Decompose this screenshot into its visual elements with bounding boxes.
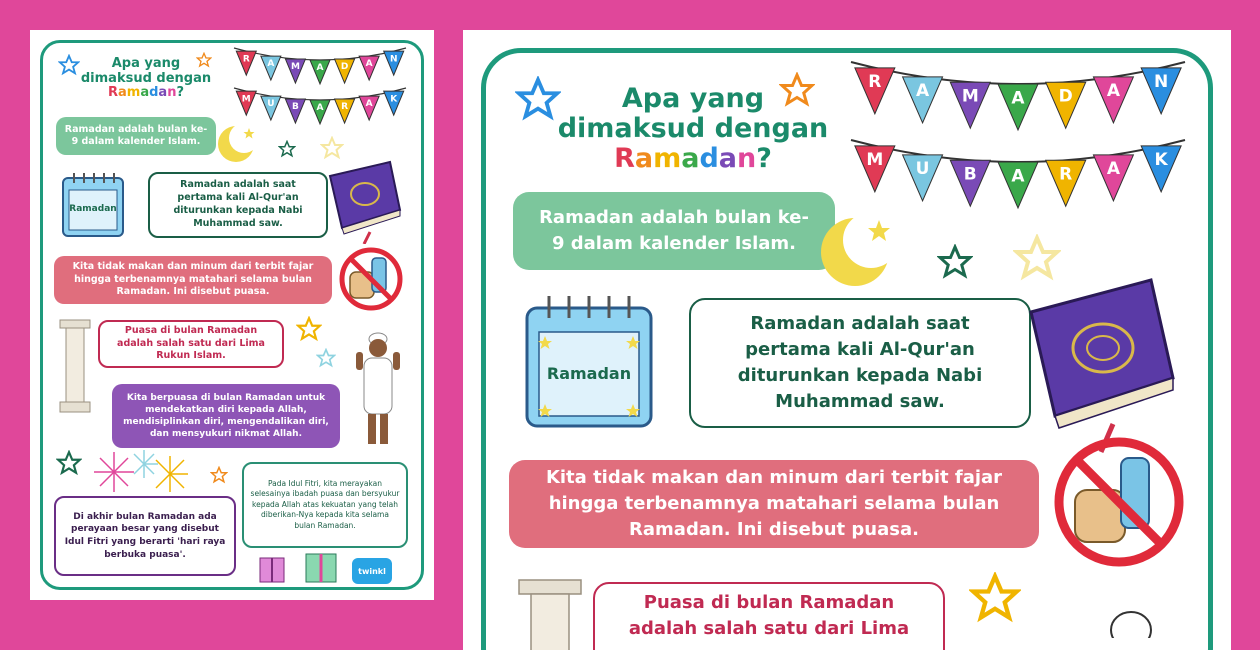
- bunting-letter: A: [915, 81, 930, 102]
- pillar-icon: [517, 578, 583, 650]
- title-word-ramadan: [76, 86, 216, 101]
- no-food-icon: [336, 244, 406, 314]
- fact-pillar-line: Puasa di bulan Ramadan: [643, 592, 895, 613]
- no-food-icon: [1049, 432, 1189, 572]
- fact-fasting-line: hingga terbenamnya matahari selama bulan: [548, 492, 1000, 514]
- twinkl-logo: twinkl: [352, 558, 392, 584]
- fact-idul-fitri: Pada Idul Fitri, kita merayakan selesainya ibadah puasa dan bersyukur kepada Allah atas kekuatan yang telah diberikan-Nya kepada kita selama bulan Ramadan.: [242, 462, 408, 548]
- fact-quran-line: Ramadan adalah saat: [750, 312, 970, 334]
- title-line: Apa yang: [621, 83, 765, 114]
- star-icon: [937, 244, 973, 280]
- star-icon: [210, 466, 228, 484]
- fact-quran-line: Muhammad saw.: [775, 391, 945, 413]
- quran-book-icon: [320, 156, 404, 244]
- star-icon: [56, 450, 82, 476]
- title-word-ramadan: [553, 144, 833, 174]
- fact-fasting: Kita tidak makan dan minum dari terbit fajar hingga terbenamnya matahari selama bulan Ramadan. Ini disebut puasa.: [54, 256, 332, 304]
- gift-boxes-illustration: [256, 546, 342, 586]
- poster-title: [76, 57, 216, 101]
- bunting-letter: A: [267, 59, 275, 70]
- title-letter: a: [718, 143, 738, 175]
- bunting-letter: A: [365, 59, 373, 70]
- title-letter: a: [118, 85, 127, 101]
- bunting-letter: N: [1154, 72, 1169, 93]
- title-letter: ?: [756, 143, 772, 175]
- calendar-label: Ramadan: [546, 364, 632, 383]
- bunting-letter: R: [242, 54, 250, 65]
- star-icon: [316, 348, 336, 368]
- poster-zoomed: [463, 30, 1231, 650]
- bunting-letter: N: [389, 54, 398, 65]
- calendar-label: Ramadan: [69, 204, 117, 214]
- fact-quran-line: pertama kali Al-Qur'an: [745, 338, 975, 360]
- fact-month-line: 9 dalam kalender Islam.: [551, 233, 797, 254]
- title-letter: a: [681, 143, 700, 175]
- fact-month: Ramadan adalah bulan ke-9 dalam kalender Islam.: [56, 117, 216, 155]
- fact-pillar: [593, 582, 945, 650]
- bunting-letter: M: [241, 94, 251, 105]
- bunting-letter: A: [1106, 81, 1121, 102]
- calendar-illustration: [521, 292, 657, 432]
- poster-title: [553, 84, 833, 175]
- bunting-letter: D: [1058, 86, 1073, 107]
- title-letter: n: [167, 85, 177, 101]
- bunting-letter: M: [290, 62, 300, 73]
- title-letter: a: [634, 143, 654, 175]
- bunting-letter: B: [291, 102, 299, 113]
- title-line: dimaksud dengan: [80, 70, 212, 86]
- bunting-letter: K: [1154, 150, 1168, 171]
- quran-book-icon: [1013, 266, 1183, 456]
- bunting-letter: R: [1059, 164, 1073, 185]
- fact-month-line: Ramadan adalah bulan ke-: [539, 206, 809, 228]
- title-line: Apa yang: [111, 56, 181, 71]
- fact-celebration: Di akhir bulan Ramadan ada perayaan besar yang disebut Idul Fitri yang berarti 'hari raya berbuka puasa'.: [54, 496, 236, 576]
- star-icon: [296, 316, 322, 342]
- bunting-letter: A: [365, 99, 373, 110]
- pillar-icon: [58, 318, 92, 414]
- fireworks-illustration: [92, 448, 192, 496]
- praying-boy-illustration: [352, 330, 404, 452]
- bunting-letter: R: [868, 72, 882, 93]
- poster-thumbnail: [30, 30, 434, 600]
- fact-fasting-line: Ramadan. Ini disebut puasa.: [629, 519, 919, 541]
- bunting-letter: M: [866, 150, 884, 171]
- fact-fasting: [509, 460, 1039, 548]
- title-letter: ?: [176, 85, 185, 101]
- title-letter: R: [614, 143, 635, 175]
- fact-quran-line: diturunkan kepada Nabi: [737, 365, 983, 386]
- calendar-illustration: [60, 170, 126, 240]
- bunting-letter: D: [340, 62, 349, 73]
- title-letter: R: [107, 85, 118, 101]
- fact-month: [513, 192, 835, 270]
- calendar-icon: [521, 292, 657, 432]
- bunting-letter: U: [915, 159, 930, 180]
- bunting-letter: A: [316, 103, 324, 114]
- bunting-letter: R: [341, 102, 349, 113]
- bunting-letter: A: [1106, 159, 1121, 180]
- bunting-letter: A: [316, 63, 324, 74]
- crescent-moon-icon: [819, 210, 899, 290]
- title-letter: m: [126, 85, 141, 101]
- praying-boy-illustration: [1109, 608, 1153, 638]
- title-letter: a: [158, 85, 168, 101]
- star-icon: [278, 140, 296, 158]
- fact-quran: [689, 298, 1031, 428]
- bunting-letter: U: [267, 99, 275, 110]
- bunting-letter: A: [1011, 88, 1025, 109]
- title-letter: m: [653, 143, 682, 175]
- bunting-letter: K: [390, 94, 398, 105]
- title-letter: a: [140, 85, 150, 101]
- fact-pillar-line: adalah salah satu dari Lima: [628, 618, 910, 640]
- fact-pillar: Puasa di bulan Ramadan adalah salah satu dari Lima Rukun Islam.: [98, 320, 284, 368]
- fact-purpose: Kita berpuasa di bulan Ramadan untuk mendekatkan diri kepada Allah, mendisiplinkan diri, mengendalikan diri, dan mensyukuri nikmat Allah.: [112, 384, 340, 448]
- bunting-letter: M: [961, 86, 979, 107]
- title-letter: n: [737, 143, 757, 175]
- fact-quran: Ramadan adalah saat pertama kali Al-Qur'an diturunkan kepada Nabi Muhammad saw.: [148, 172, 328, 238]
- crescent-moon-icon: [216, 122, 260, 166]
- star-icon: [969, 572, 1021, 624]
- title-letter: d: [149, 85, 159, 101]
- fact-fasting-line: Kita tidak makan dan minum dari terbit fajar: [545, 466, 1003, 488]
- bunting-letter: A: [1011, 166, 1025, 187]
- bunting-letter: B: [963, 164, 977, 185]
- title-line: dimaksud dengan: [557, 113, 829, 145]
- title-letter: d: [699, 143, 719, 175]
